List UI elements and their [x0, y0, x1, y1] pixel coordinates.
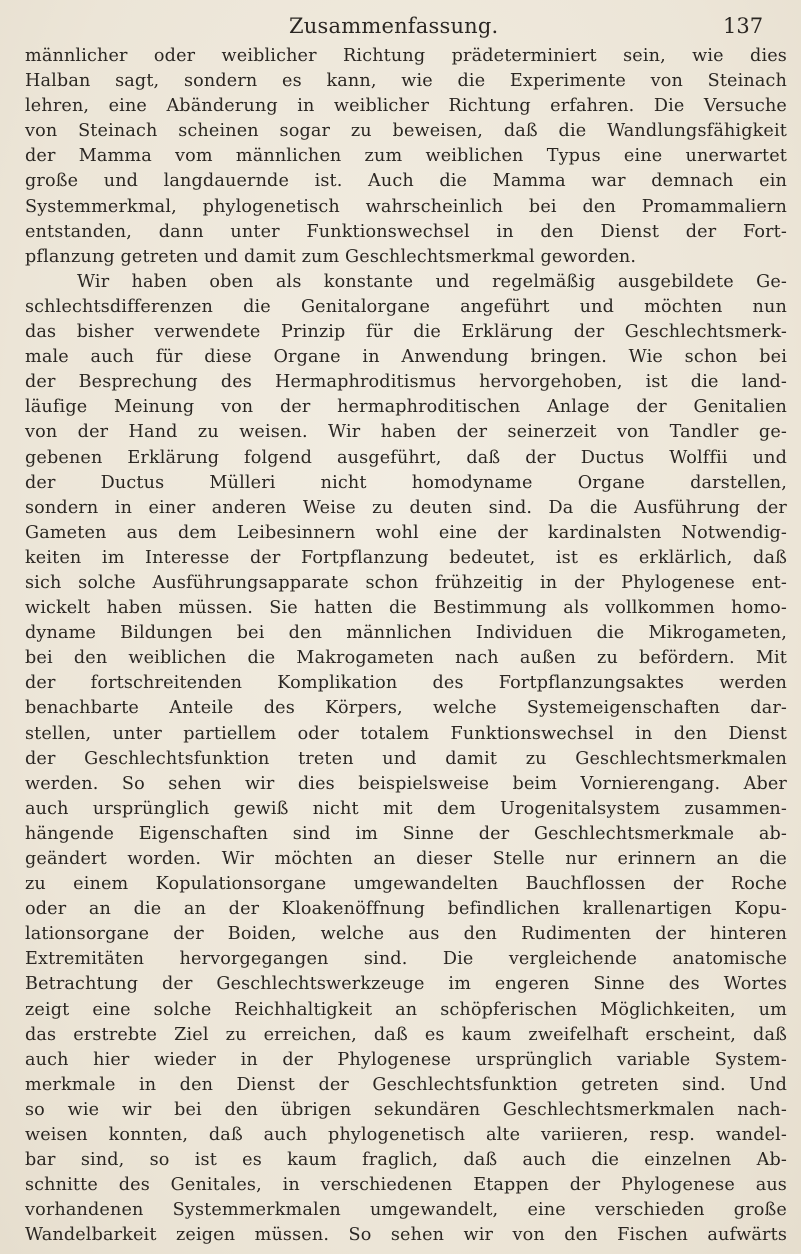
text-line: werden. So sehen wir dies beispielsweise beim Vornierengang. Aber	[25, 773, 787, 794]
text-line: weisen konnten, daß auch phylogenetisch alte variieren, resp. wandel-	[25, 1125, 787, 1146]
text-line: der Geschlechtsfunktion treten und damit zu Geschlechtsmerkmalen	[25, 748, 787, 769]
text-line: entstanden, dann unter Funktionswechsel in den Dienst der Fort-	[25, 221, 787, 242]
text-line: zu einem Kopulationsorgane umgewandelten Bauchflossen der Roche	[25, 874, 787, 895]
body-text	[25, 44, 787, 1249]
text-line: das erstrebte Ziel zu erreichen, daß es kaum zweifelhaft erscheint, daß	[25, 1024, 787, 1045]
text-line: das bisher verwendete Prinzip für die Erklärung der Geschlechtsmerk-	[25, 322, 787, 343]
text-line: gebenen Erklärung folgend ausgeführt, daß der Ductus Wolffii und	[25, 447, 787, 468]
text-line: vorhandenen Systemmerkmalen umgewandelt, eine verschieden große	[25, 1200, 787, 1221]
text-line: male auch für diese Organe in Anwendung bringen. Wie schon bei	[25, 347, 787, 368]
text-line: sondern in einer anderen Weise zu deuten sind. Da die Ausführung der	[25, 497, 787, 518]
text-line: bar sind, so ist es kaum fraglich, daß auch die einzelnen Ab-	[25, 1150, 787, 1171]
text-line: dyname Bildungen bei den männlichen Individuen die Mikrogameten,	[25, 623, 787, 644]
text-line: schlechtsdifferenzen die Genitalorgane angeführt und möchten nun	[25, 296, 787, 317]
running-head	[0, 8, 801, 42]
running-head-title: Zusammenfassung.	[289, 14, 499, 38]
text-line: Systemmerkmal, phylogenetisch wahrscheinlich bei den Promammaliern	[25, 196, 787, 217]
page-number: 137	[723, 14, 764, 38]
text-line: sich solche Ausführungsapparate schon frühzeitig in der Phylogenese ent-	[25, 572, 787, 593]
text-line: oder an die an der Kloakenöffnung befindlichen krallenartigen Kopu-	[25, 899, 787, 920]
text-line: geändert worden. Wir möchten an dieser Stelle nur erinnern an die	[25, 849, 787, 869]
text-line: Gameten aus dem Leibesinnern wohl eine der kardinalsten Notwendig-	[25, 522, 787, 543]
text-line: männlicher oder weiblicher Richtung prädeterminiert sein, wie dies	[25, 46, 787, 66]
text-line: keiten im Interesse der Fortpflanzung bedeutet, ist es erklärlich, daß	[25, 547, 787, 568]
text-line: lationsorgane der Boiden, welche aus den Rudimenten der hinteren	[25, 924, 787, 945]
text-line: auch ursprünglich gewiß nicht mit dem Urogenitalsystem zusammen-	[25, 798, 787, 819]
text-line: läufige Meinung von der hermaphroditischen Anlage der Genitalien	[25, 397, 787, 418]
text-line: benachbarte Anteile des Körpers, welche Systemeigenschaften dar-	[25, 698, 787, 719]
text-line: Extremitäten hervorgegangen sind. Die vergleichende anatomische	[25, 949, 787, 970]
text-line-paragraph-start: Wir haben oben als konstante und regelmäßig ausgebildete Ge-	[77, 271, 787, 292]
text-line: der Ductus Mülleri nicht homodyname Organe darstellen,	[25, 472, 787, 493]
text-line: der Mamma vom männlichen zum weiblichen Typus eine unerwartet	[25, 146, 787, 167]
text-line: stellen, unter partiellem oder totalem Funktionswechsel in den Dienst	[25, 723, 787, 744]
text-line: zeigt eine solche Reichhaltigkeit an schöpferischen Möglichkeiten, um	[25, 999, 787, 1020]
text-line: schnitte des Genitales, in verschiedenen Etappen der Phylogenese aus	[25, 1175, 787, 1196]
text-line: große und langdauernde ist. Auch die Mamma war demnach ein	[25, 171, 787, 192]
text-line: merkmale in den Dienst der Geschlechtsfunktion getreten sind. Und	[25, 1074, 787, 1095]
text-line: Wandelbarkeit zeigen müssen. So sehen wir von den Fischen aufwärts	[25, 1225, 787, 1246]
text-line: wickelt haben müssen. Sie hatten die Bestimmung als vollkommen homo-	[25, 598, 787, 619]
text-line: Betrachtung der Geschlechtswerkzeuge im engeren Sinne des Wortes	[25, 974, 787, 995]
text-line: bei den weiblichen die Makrogameten nach außen zu befördern. Mit	[25, 648, 787, 669]
text-line-paragraph-end: pflanzung getreten und damit zum Geschlechtsmerkmal geworden.	[25, 246, 637, 267]
text-line: von der Hand zu weisen. Wir haben der seinerzeit von Tandler ge-	[25, 422, 787, 443]
text-line: lehren, eine Abänderung in weiblicher Richtung erfahren. Die Versuche	[25, 96, 787, 117]
text-line: so wie wir bei den übrigen sekundären Geschlechtsmerkmalen nach-	[25, 1099, 787, 1120]
text-line: der fortschreitenden Komplikation des Fortpflanzungsaktes werden	[25, 673, 787, 694]
text-line: hängende Eigenschaften sind im Sinne der Geschlechtsmerkmale ab-	[25, 823, 787, 844]
text-line: Halban sagt, sondern es kann, wie die Experimente von Steinach	[25, 71, 787, 92]
text-line: auch hier wieder in der Phylogenese ursprünglich variable System-	[25, 1049, 787, 1070]
text-line: der Besprechung des Hermaphroditismus hervorgehoben, ist die land-	[25, 372, 787, 393]
text-line: von Steinach scheinen sogar zu beweisen, daß die Wandlungsfähigkeit	[25, 121, 787, 142]
